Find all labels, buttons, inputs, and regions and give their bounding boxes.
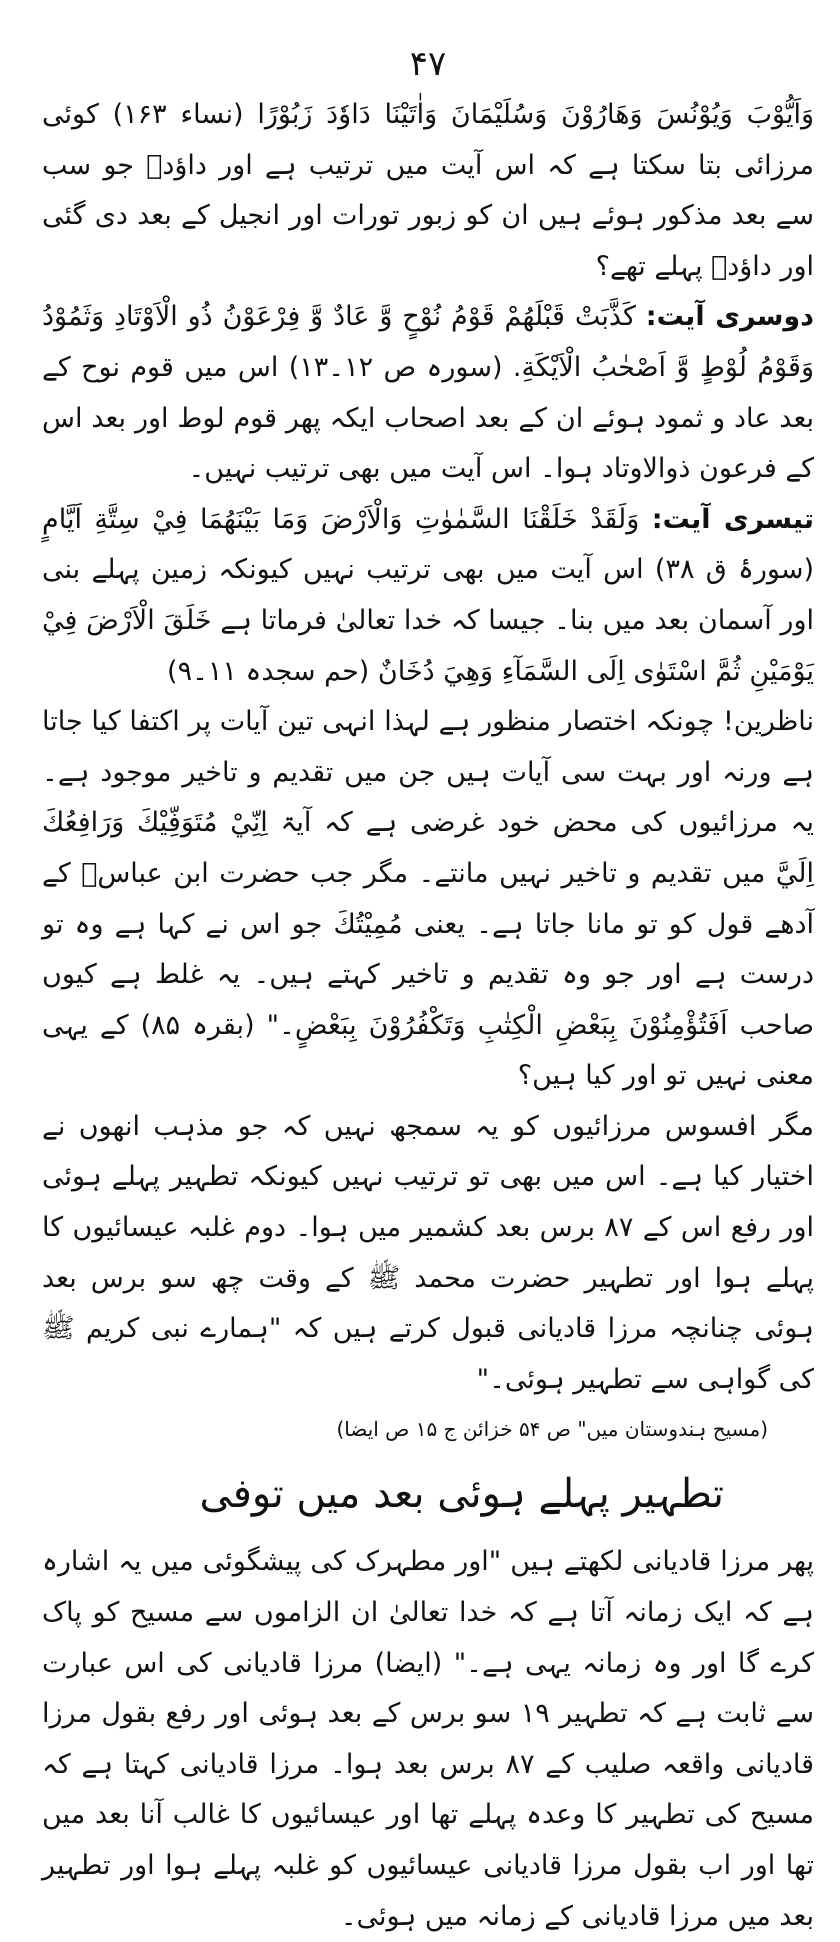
paragraph-text: ناظرین! چونکہ اختصار منظور ہے لہذا انہی تین آیات پر اکتفا کیا جاتا ہے ورنہ اور بہت سی آیات ہیں جن میں تقدیم و تاخیر موجود ہے۔ یہ مرزائیوں کی محض خود غرضی ہے کہ آیۃ اِنِّيْ مُتَوَفِّيْكَ وَرَافِعُكَ اِلَيَّ میں تقدیم و تاخیر نہیں مانتے۔ مگر جب حضرت ابن عباسؓ کے آدھے قول کو تو مانا جاتا ہے۔ یعنی مُمِيْتُكَ جو اس نے کہا ہے وہ تو درست ہے اور جو وہ تقدیم و تاخیر کہتے ہیں۔ یہ غلط ہے کیوں صاحب اَفَتُؤْمِنُوْنَ بِبَعْضِ الْكِتٰبِ وَتَكْفُرُوْنَ بِبَعْضٍ۔" (بقرہ ۸۵) کے یہی معنی نہیں تو اور کیا ہیں؟ [42, 706, 815, 1092]
paragraph-text: كَذَّبَتْ قَبْلَهُمْ قَوْمُ نُوْحٍ وَّ عَادٌ وَّ فِرْعَوْنُ ذُو الْاَوْتَادِ وَثَمُوْدُ وَقَوْمُ لُوْطٍ وَّ اَصْحٰبُ الْاَيْكَةِ. (سورہ ص ۱۲۔۱۳) اس میں قوم نوح کے بعد عاد و ثمود ہوئے ان کے بعد اصحاب ایکہ پھر قوم لوط اور بعد اس کے فرعون ذوالاوتاد ہوا۔ اس آیت میں بھی ترتیب نہیں۔ [42, 301, 814, 485]
paragraph-lead: تیسری آیت: [651, 503, 814, 535]
paragraph-lead: دوسری آیت: [645, 301, 815, 333]
paragraph-ayub-yunus [42, 90, 814, 292]
paragraph-after-heading [42, 1537, 814, 1942]
citation-note: (مسیح ہندوستان میں" ص ۵۴ خزائن ج ۱۵ ص ایضا) [336, 1417, 768, 1442]
paragraph-third-ayah [42, 495, 814, 697]
book-page [42, 44, 815, 1932]
paragraph-text: مگر افسوس مرزائیوں کو یہ سمجھ نہیں کہ جو مذہب انھوں نے اختیار کیا ہے۔ اس میں بھی تو ترتیب نہیں کیونکہ تطہیر پہلے ہوئی اور رفع اس کے ۸۷ برس بعد کشمیر میں ہوا۔ دوم غلبہ عیسائیوں کا پہلے ہوا اور تطہیر حضرت محمد ﷺ کے وقت چھ سو برس بعد ہوئی چنانچہ مرزا قادیانی قبول کرتے ہیں کہ "ہمارے نبی کریم ﷺ کی گواہی سے تطہیر ہوئی۔" [42, 1110, 814, 1395]
paragraph-text: وَاَيُّوْبَ وَيُوْنُسَ وَهَارُوْنَ وَسُلَيْمَانَ وَاٰتَيْنَا دَاوٗدَ زَبُوْرًا (نساء ۱۶۳) کوئی مرزائی بتا سکتا ہے کہ اس آیت میں ترتیب ہے اور داؤدؑ جو سب سے بعد مذکور ہوئے ہیں ان کو زبور تورات اور انجیل کے بعد دی گئی اور داؤدؑ پہلے تھے؟ [42, 99, 814, 282]
paragraph-readers-note [42, 697, 814, 1102]
page-number: ۴۷ [409, 44, 447, 84]
section-heading: تطہیر پہلے ہوئی بعد میں توفی [199, 1471, 724, 1518]
paragraph-text: وَلَقَدْ خَلَقْنَا السَّمٰوٰتِ وَالْاَرْضَ وَمَا بَيْنَهُمَا فِيْ سِتَّةِ اَيَّامٍ (سورۂ ق ۳۸) اس آیت میں بھی ترتیب نہیں کیونکہ زمین پہلے بنی اور آسمان بعد میں بنا۔ جیسا کہ خدا تعالیٰ فرماتا ہے خَلَقَ الْاَرْضَ فِيْ يَوْمَيْنِ ثُمَّ اسْتَوٰى اِلَى السَّمَآءِ وَهِيَ دُخَانٌ (حم سجدہ ۱۱۔۹) [42, 503, 815, 687]
paragraph-text: پھر مرزا قادیانی لکھتے ہیں "اور مطہرک کی پیشگوئی میں یہ اشارہ ہے کہ ایک زمانہ آتا ہے کہ خدا تعالیٰ ان الزاموں سے مسیح کو پاک کرے گا اور وہ زمانہ یہی ہے۔" (ایضا) مرزا قادیانی کی اس عبارت سے ثابت ہے کہ تطہیر ۱۹ سو برس کے بعد ہوئی اور رفع بقول مرزا قادیانی واقعہ صلیب کے ۸۷ برس بعد ہوا۔ مرزا قادیانی کہتا ہے کہ مسیح کی تطہیر کا وعدہ پہلے تھا اور عیسائیوں کا غالب آنا بعد میں تھا اور اب بقول مرزا قادیانی عیسائیوں کو غلبہ پہلے ہوا اور تطہیر بعد میں مرزا قادیانی کے زمانہ میں ہوئی۔ [42, 1546, 814, 1932]
paragraph-regret [42, 1102, 814, 1406]
paragraph-second-ayah [42, 292, 814, 494]
